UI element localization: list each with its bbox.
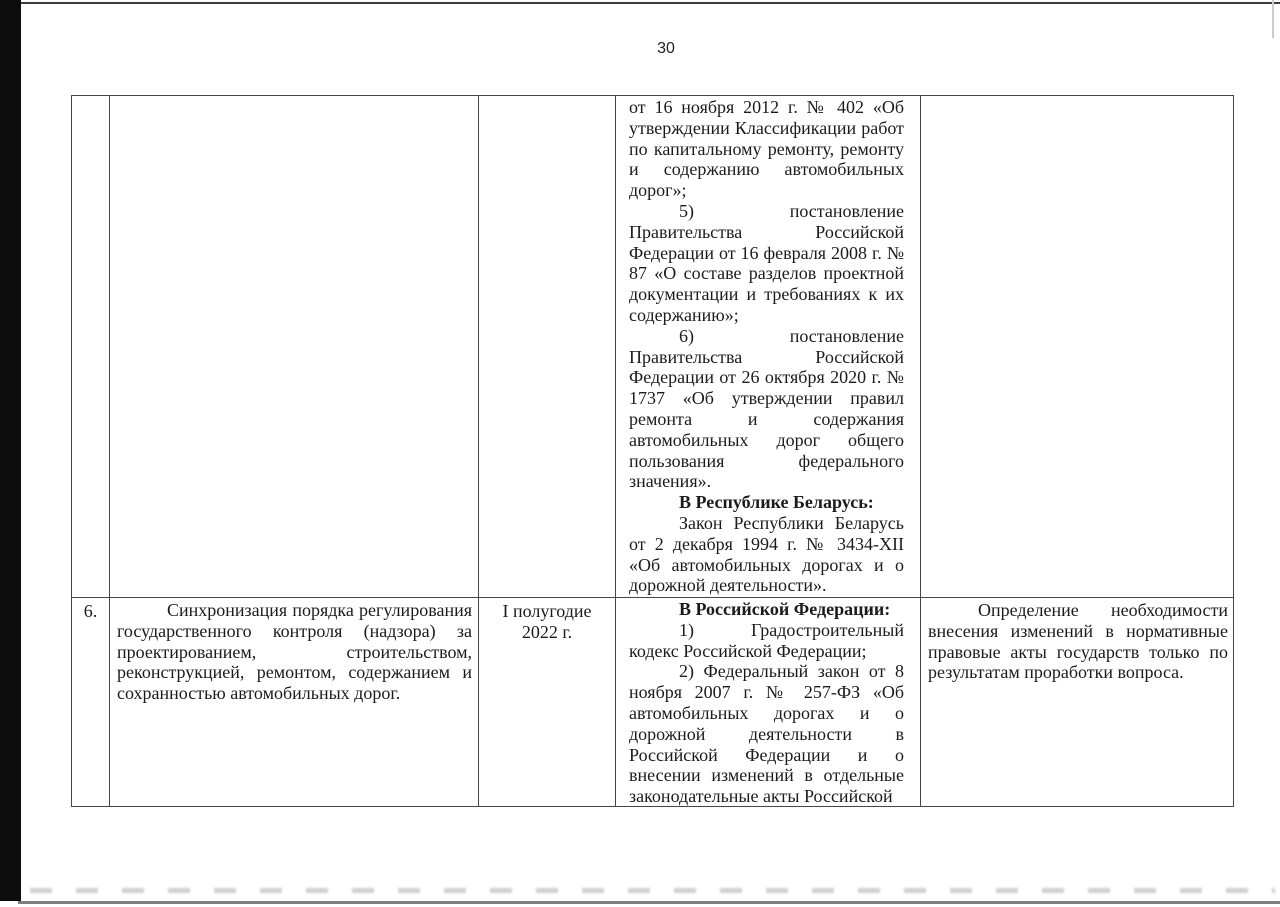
cell-row6-legal-acts: [616, 598, 921, 806]
scan-edge-bar: [0, 0, 21, 901]
scan-artifact-bottom-line: [18, 901, 1280, 904]
legal-paragraph: 5) постановление Правительства Российской Федерации от 16 февраля 2008 г. № 87 «О составе разделов проектной документации и требованиях к их содержанию»;: [629, 200, 904, 325]
note-paragraph: Определение необходимости внесения изменений в нормативные правовые акты государств только по результатам проработки вопроса.: [928, 600, 1228, 683]
cell-row6-number: [72, 598, 110, 806]
cell-row6-period: [479, 598, 616, 806]
cell-cont-legal-acts: [616, 96, 921, 598]
legal-paragraph: Закон Республики Беларусь от 2 декабря 1994 г. № 3434-XII «Об автомобильных дорогах и о дорожной деятельности».: [629, 512, 904, 596]
plan-table: [71, 95, 1234, 807]
measure-description: Синхронизация порядка регулирования государственного контроля (надзора) за проектированием, строительством, реконструкцией, ремонтом, содержанием и сохранностью автомобильных дорог.: [117, 600, 472, 704]
legal-paragraph: 6) постановление Правительства Российской Федерации от 26 октября 2020 г. № 1737 «Об утверждении правил ремонта и содержания автомобильных дорог общего пользования федерального значения».: [629, 325, 904, 492]
cell-cont-number: [72, 96, 110, 598]
legal-paragraph: от 16 ноября 2012 г. № 402 «Об утверждении Классификации работ по капитальному ремонту, ремонту и содержанию автомобильных дорог»;: [629, 97, 904, 201]
legal-paragraph: 2) Федеральный закон от 8 ноября 2007 г. № 257-ФЗ «Об автомобильных дорогах и о дорожной деятельности в Российской Федерации и о внесении изменений в отдельные законодательные акты Российской: [629, 661, 904, 806]
scan-artifact-right-line: [1272, 0, 1274, 38]
legal-section-heading: В Республике Беларусь:: [679, 492, 874, 513]
cell-cont-note: [921, 96, 1233, 598]
scan-artifact-top-line: [21, 2, 1280, 4]
cell-cont-description: [110, 96, 479, 598]
period-value: I полугодие 2022 г.: [502, 601, 592, 642]
row-number: 6.: [83, 601, 98, 621]
legal-paragraph: 1) Градостроительный кодекс Российской Федерации;: [629, 619, 904, 661]
legal-section-heading: В Российской Федерации:: [679, 599, 891, 619]
cell-row6-description: [110, 598, 479, 806]
cell-row6-note: [921, 598, 1233, 806]
page-number: 30: [657, 40, 675, 57]
scan-artifact-speckle-band: [30, 888, 1275, 893]
cell-cont-period: [479, 96, 616, 598]
